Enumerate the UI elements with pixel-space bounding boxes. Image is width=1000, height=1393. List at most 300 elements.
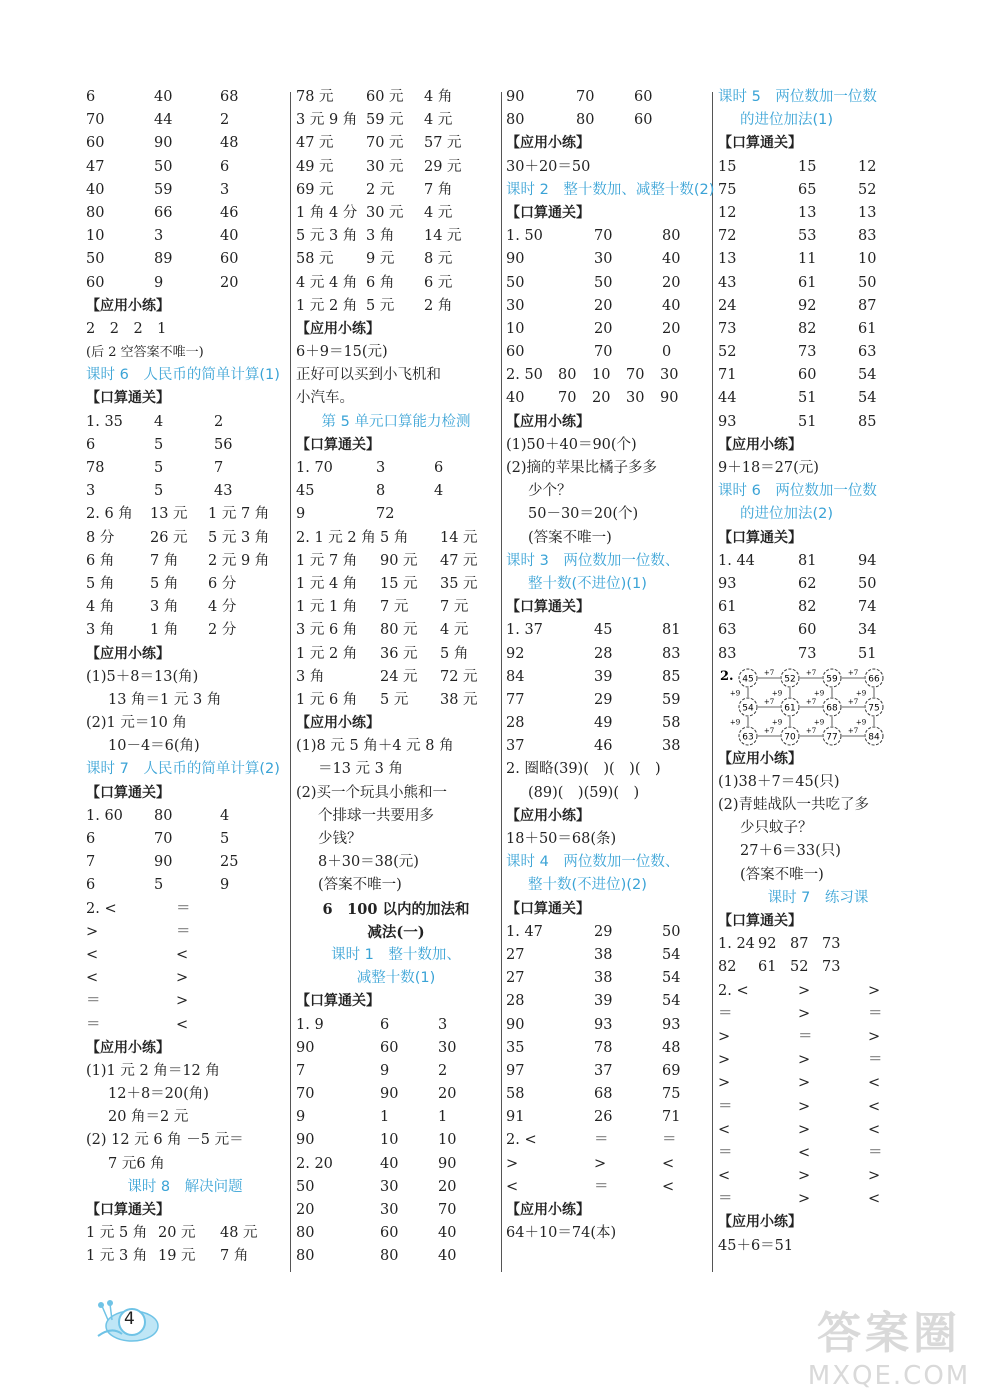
operation-label: +7 bbox=[847, 668, 859, 677]
answer-cell: 50 bbox=[858, 274, 877, 291]
answer-cell: 38 bbox=[594, 970, 613, 987]
answer-cell: < bbox=[718, 1168, 731, 1185]
answer-cell: 1 角 4 分 bbox=[296, 204, 358, 221]
flower-grid bbox=[718, 666, 914, 748]
answer-row bbox=[296, 179, 496, 202]
answer-cell: 51 bbox=[858, 645, 877, 662]
answer-row bbox=[296, 1129, 496, 1152]
answer-row bbox=[718, 550, 918, 573]
answer-row bbox=[718, 225, 918, 248]
answer-cell: 15 bbox=[718, 158, 737, 175]
answer-cell: 1 bbox=[380, 1109, 390, 1126]
answer-row bbox=[718, 179, 918, 202]
lesson-title: 课时 2 整十数加、减整十数(2) bbox=[506, 181, 715, 198]
answer-row bbox=[296, 596, 496, 619]
answer-column-4 bbox=[718, 86, 918, 1274]
answer-cell: 69 元 bbox=[296, 181, 334, 198]
answer-cell: < bbox=[176, 946, 189, 963]
answer-cell: 65 bbox=[798, 181, 817, 198]
section-heading: 【口算通关】 bbox=[718, 529, 802, 546]
operation-label: +7 bbox=[847, 726, 859, 735]
answer-row bbox=[296, 1014, 496, 1037]
answer-cell: 94 bbox=[858, 552, 877, 569]
answer-cell: 87 bbox=[858, 297, 877, 314]
text-line: (答案不唯一) bbox=[318, 877, 402, 894]
answer-cell: 3 bbox=[220, 181, 230, 198]
answer-cell: 66 bbox=[154, 204, 173, 221]
answer-row bbox=[86, 573, 284, 596]
answer-cell: 63 bbox=[718, 622, 737, 639]
answer-cell: < bbox=[868, 1191, 881, 1208]
lesson-title: 课时 1 整十数加、 bbox=[331, 946, 461, 963]
answer-row bbox=[86, 272, 284, 295]
answer-row bbox=[296, 202, 496, 225]
answer-cell: 6 元 bbox=[424, 274, 453, 291]
answer-cell: 30 bbox=[438, 1039, 457, 1056]
answer-cell: < bbox=[506, 1178, 519, 1195]
flower-node bbox=[823, 727, 841, 745]
answer-cell: 90 元 bbox=[380, 552, 418, 569]
answer-cell: 3 元 6 角 bbox=[296, 622, 358, 639]
answer-cell: 30 bbox=[626, 390, 645, 407]
answer-cell: 2 分 bbox=[208, 622, 237, 639]
answer-cell: 9 bbox=[296, 506, 306, 523]
answer-cell: ＝ bbox=[718, 1005, 733, 1022]
answer-cell: 20 bbox=[438, 1086, 457, 1103]
section-heading: 【应用小练】 bbox=[86, 1039, 170, 1056]
answer-cell: 29 bbox=[594, 923, 613, 940]
watermark bbox=[784, 1297, 994, 1391]
answer-cell: > bbox=[718, 1028, 731, 1045]
answer-cell: 5 元 bbox=[366, 297, 395, 314]
flower-node bbox=[865, 727, 883, 745]
answer-cell: 7 元 bbox=[440, 599, 469, 616]
text-line: 正好可以买到小飞机和 bbox=[296, 367, 441, 384]
answer-cell: 1 bbox=[438, 1109, 448, 1126]
answer-cell: 43 bbox=[718, 274, 737, 291]
answer-cell: 20 bbox=[438, 1178, 457, 1195]
answer-cell: 6 分 bbox=[208, 575, 237, 592]
operation-label: +7 bbox=[763, 668, 775, 677]
operation-label: +7 bbox=[847, 697, 859, 706]
answer-cell: 6 bbox=[86, 436, 96, 453]
answer-cell: 90 bbox=[296, 1132, 315, 1149]
answer-row bbox=[506, 619, 706, 642]
answer-cell: 1. 37 bbox=[506, 622, 543, 639]
answer-cell: 6 bbox=[220, 158, 230, 175]
answer-cell: 4 bbox=[154, 413, 164, 430]
flower-node bbox=[781, 727, 799, 745]
text-line: (1)8 元 5 角＋4 元 8 角 bbox=[296, 738, 454, 755]
answer-cell: < bbox=[662, 1155, 675, 1172]
answer-cell: 8 分 bbox=[86, 529, 115, 546]
answer-cell: 63 bbox=[858, 344, 877, 361]
answer-cell: 1. 47 bbox=[506, 923, 543, 940]
answer-cell: ＝ bbox=[868, 1052, 883, 1069]
answer-row bbox=[86, 805, 284, 828]
answer-cell: 11 bbox=[798, 251, 817, 268]
answer-row bbox=[506, 248, 706, 271]
answer-cell: 77 bbox=[506, 691, 525, 708]
answer-cell: 13 bbox=[858, 204, 877, 221]
svg-text:70: 70 bbox=[784, 732, 796, 743]
lesson-title: 课时 6 人民币的简单计算(1) bbox=[86, 367, 280, 384]
answer-cell: 73 bbox=[798, 645, 817, 662]
section-heading: 【口算通关】 bbox=[718, 135, 802, 152]
svg-text:45: 45 bbox=[742, 674, 754, 685]
answer-cell: 60 bbox=[220, 251, 239, 268]
answer-cell: 3 元 9 角 bbox=[296, 112, 358, 129]
lesson-title: 整十数(不进位)(2) bbox=[528, 877, 647, 894]
answer-row bbox=[296, 1106, 496, 1129]
answer-row bbox=[86, 921, 284, 944]
lesson-title: 的进位加法(1) bbox=[740, 112, 834, 129]
answer-row bbox=[86, 156, 284, 179]
answer-row bbox=[296, 156, 496, 179]
answer-row bbox=[506, 712, 706, 735]
answer-cell: 12 bbox=[858, 158, 877, 175]
text-line: (1)5＋8＝13(角) bbox=[86, 668, 199, 685]
lesson-title: 的进位加法(2) bbox=[740, 506, 834, 523]
answer-row bbox=[718, 364, 918, 387]
answer-cell: 90 bbox=[380, 1086, 399, 1103]
answer-cell: 2. < bbox=[86, 900, 117, 917]
answer-cell: 90 bbox=[438, 1155, 457, 1172]
unit-test-title: 第 5 单元口算能力检测 bbox=[321, 413, 471, 430]
answer-row bbox=[86, 1014, 284, 1037]
answer-row bbox=[506, 735, 706, 758]
answer-cell: 40 bbox=[380, 1155, 399, 1172]
section-heading: 【口算通关】 bbox=[86, 1202, 170, 1218]
answer-row bbox=[296, 573, 496, 596]
answer-cell: 5 元 bbox=[380, 691, 409, 708]
answer-cell: ＝ bbox=[86, 993, 101, 1010]
answer-cell: 10 bbox=[592, 367, 611, 384]
answer-cell: 2 角 bbox=[424, 297, 453, 314]
answer-cell: 73 bbox=[822, 936, 841, 953]
text-line: 少钱？ bbox=[318, 831, 362, 847]
answer-cell: > bbox=[798, 1121, 811, 1138]
answer-row bbox=[86, 874, 284, 897]
answer-cell: 80 bbox=[86, 204, 105, 221]
text-line: (后 2 空答案不唯一) bbox=[86, 345, 204, 361]
answer-cell: 59 元 bbox=[366, 112, 404, 129]
text-line: (答案不唯一) bbox=[528, 529, 612, 546]
answer-row bbox=[718, 980, 918, 1003]
page-number: 4 bbox=[124, 1309, 135, 1329]
answer-row bbox=[506, 272, 706, 295]
answer-cell: 52 bbox=[790, 959, 809, 976]
answer-cell: 5 bbox=[154, 483, 164, 500]
answer-cell: 73 bbox=[822, 959, 841, 976]
answer-row bbox=[718, 387, 918, 410]
answer-row bbox=[718, 272, 918, 295]
answer-cell: 9 bbox=[296, 1109, 306, 1126]
answer-cell: > bbox=[798, 1168, 811, 1185]
answer-cell: 1. 44 bbox=[718, 552, 755, 569]
answer-cell: > bbox=[506, 1155, 519, 1172]
answer-cell: 51 bbox=[798, 413, 817, 430]
answer-cell: 5 bbox=[154, 877, 164, 894]
answer-row bbox=[506, 1153, 706, 1176]
answer-cell: 24 bbox=[718, 297, 737, 314]
answer-cell: 9 bbox=[154, 274, 164, 291]
answer-cell: 15 元 bbox=[380, 575, 418, 592]
answer-row bbox=[86, 944, 284, 967]
flower-node bbox=[781, 669, 799, 687]
answer-cell: 70 bbox=[154, 831, 173, 847]
answer-cell: 37 bbox=[594, 1062, 613, 1079]
answer-cell: < bbox=[868, 1098, 881, 1115]
svg-text:66: 66 bbox=[868, 674, 880, 685]
answer-cell: 93 bbox=[594, 1016, 613, 1033]
answer-cell: < bbox=[86, 970, 99, 987]
answer-cell: 3 角 bbox=[150, 599, 179, 616]
operation-label: +9 bbox=[771, 718, 783, 727]
answer-cell: > bbox=[594, 1155, 607, 1172]
answer-cell: 4 bbox=[220, 807, 230, 824]
answer-row bbox=[86, 990, 284, 1013]
answer-cell: 5 角 bbox=[86, 575, 115, 592]
answer-cell: 70 bbox=[438, 1202, 457, 1218]
answer-row bbox=[506, 1129, 706, 1152]
section-heading: 【口算通关】 bbox=[506, 599, 590, 616]
answer-cell: 40 bbox=[154, 89, 173, 105]
answer-cell: 20 bbox=[594, 297, 613, 314]
text-line: 9＋18＝27(元) bbox=[718, 460, 819, 476]
answer-cell: 48 bbox=[662, 1039, 681, 1056]
answer-cell: 1 元 2 角 bbox=[296, 645, 358, 662]
answer-cell: > bbox=[86, 923, 99, 940]
answer-row bbox=[506, 1060, 706, 1083]
answer-cell: 97 bbox=[506, 1062, 525, 1079]
answer-row bbox=[506, 967, 706, 990]
answer-cell: 83 bbox=[858, 228, 877, 245]
answer-cell: 38 bbox=[594, 946, 613, 963]
answer-cell: 2 元 9 角 bbox=[208, 552, 270, 569]
answer-cell: 56 bbox=[214, 436, 233, 453]
answer-cell: 62 bbox=[798, 575, 817, 592]
lesson-title: 课时 3 两位数加一位数、 bbox=[506, 552, 680, 569]
answer-row bbox=[506, 689, 706, 712]
answer-cell: 39 bbox=[594, 993, 613, 1010]
answer-cell: 4 角 bbox=[424, 89, 453, 105]
answer-row bbox=[506, 1176, 706, 1199]
answer-cell: 50 bbox=[662, 923, 681, 940]
answer-cell: 59 bbox=[154, 181, 173, 198]
text-line: (2)1 元＝10 角 bbox=[86, 715, 187, 732]
answer-row bbox=[506, 643, 706, 666]
answer-row bbox=[86, 828, 284, 851]
answer-row bbox=[718, 1072, 918, 1095]
section-heading: 【应用小练】 bbox=[718, 1214, 802, 1231]
answer-cell: 35 元 bbox=[440, 575, 478, 592]
answer-cell: 30 bbox=[660, 367, 679, 384]
answer-cell: 70 bbox=[594, 344, 613, 361]
answer-cell: 13 元 bbox=[150, 506, 188, 523]
answer-cell: 4 元 4 角 bbox=[296, 274, 358, 291]
answer-row bbox=[506, 944, 706, 967]
answer-cell: 3 bbox=[154, 228, 164, 245]
answer-cell: 70 bbox=[296, 1086, 315, 1103]
answer-cell: 1 元 7 角 bbox=[208, 506, 270, 523]
answer-cell: 1. 35 bbox=[86, 413, 123, 430]
answer-row bbox=[506, 364, 706, 387]
answer-cell: 71 bbox=[718, 367, 737, 384]
answer-cell: 2 bbox=[438, 1062, 448, 1079]
answer-row bbox=[296, 503, 496, 526]
answer-cell: 60 bbox=[86, 135, 105, 152]
answer-cell: 28 bbox=[506, 993, 525, 1010]
answer-row bbox=[296, 132, 496, 155]
answer-cell: 20 bbox=[592, 390, 611, 407]
answer-row bbox=[506, 387, 706, 410]
answer-cell: 29 元 bbox=[424, 158, 462, 175]
answer-cell: 81 bbox=[662, 622, 681, 639]
answer-cell: 81 bbox=[798, 552, 817, 569]
answer-cell: < bbox=[718, 1121, 731, 1138]
answer-cell: > bbox=[798, 1075, 811, 1092]
answer-cell: 54 bbox=[662, 993, 681, 1010]
answer-cell: 20 bbox=[594, 320, 613, 337]
answer-cell: 90 bbox=[506, 251, 525, 268]
answer-cell: 6 角 bbox=[366, 274, 395, 291]
answer-cell: 51 bbox=[798, 390, 817, 407]
answer-cell: 30 bbox=[380, 1202, 399, 1218]
answer-cell: 93 bbox=[718, 413, 737, 430]
answer-row bbox=[718, 1142, 918, 1165]
answer-cell: 46 bbox=[220, 204, 239, 221]
section-heading: 【应用小练】 bbox=[506, 135, 590, 152]
answer-row bbox=[86, 225, 284, 248]
answer-cell: 20 bbox=[296, 1202, 315, 1218]
answer-cell: 6 bbox=[380, 1016, 390, 1033]
answer-cell: 30 元 bbox=[366, 158, 404, 175]
answer-cell: 7 bbox=[214, 460, 224, 476]
answer-cell: 40 bbox=[662, 297, 681, 314]
answer-cell: 10 bbox=[506, 320, 525, 337]
answer-cell: 58 bbox=[506, 1086, 525, 1103]
answer-cell: 14 元 bbox=[440, 529, 478, 546]
flower-node bbox=[739, 669, 757, 687]
answer-cell: > bbox=[798, 982, 811, 999]
answer-row bbox=[296, 86, 496, 109]
answer-row bbox=[718, 318, 918, 341]
answer-row bbox=[718, 643, 918, 666]
answer-cell: 90 bbox=[154, 135, 173, 152]
answer-row bbox=[718, 1096, 918, 1119]
text-line: 13 角＝1 元 3 角 bbox=[108, 691, 222, 708]
answer-row bbox=[86, 550, 284, 573]
text-line: (1)50＋40＝90(个) bbox=[506, 436, 637, 453]
operation-label: +9 bbox=[771, 689, 783, 698]
answer-cell: 60 bbox=[634, 89, 653, 105]
answer-cell: 80 bbox=[380, 1248, 399, 1265]
section-heading: 【口算通关】 bbox=[718, 913, 802, 929]
section-heading: 【应用小练】 bbox=[506, 1202, 590, 1218]
answer-row bbox=[296, 619, 496, 642]
answer-cell: 50 bbox=[506, 274, 525, 291]
answer-cell: 9 元 bbox=[366, 251, 395, 268]
answer-cell: < bbox=[176, 1016, 189, 1033]
answer-cell: 92 bbox=[506, 645, 525, 662]
answer-row bbox=[718, 619, 918, 642]
section-heading: 【口算通关】 bbox=[86, 390, 170, 407]
answer-cell: 0 bbox=[662, 344, 672, 361]
answer-cell: 1 元 4 角 bbox=[296, 575, 358, 592]
answer-cell: 61 bbox=[798, 274, 817, 291]
operation-label: +9 bbox=[729, 718, 741, 727]
lesson-title: 课时 7 人民币的简单计算(2) bbox=[86, 761, 280, 778]
answer-cell: 74 bbox=[858, 599, 877, 616]
text-line: 64＋10＝74(本) bbox=[506, 1225, 617, 1242]
svg-text:68: 68 bbox=[826, 703, 838, 714]
answer-cell: 2. < bbox=[506, 1132, 537, 1149]
answer-cell: 60 bbox=[86, 274, 105, 291]
answer-cell: 20 bbox=[220, 274, 239, 291]
answer-row bbox=[506, 341, 706, 364]
flower-node bbox=[823, 698, 841, 716]
answer-cell: 82 bbox=[798, 320, 817, 337]
svg-text:61: 61 bbox=[784, 703, 796, 714]
answer-cell: 45 bbox=[594, 622, 613, 639]
answer-cell: 30 元 bbox=[366, 204, 404, 221]
answer-cell: 48 元 bbox=[220, 1225, 258, 1242]
answer-cell: 47 元 bbox=[440, 552, 478, 569]
answer-row bbox=[86, 967, 284, 990]
answer-cell: 78 元 bbox=[296, 89, 334, 105]
answer-cell: 4 角 bbox=[86, 599, 115, 616]
answer-row bbox=[86, 202, 284, 225]
answer-cell: 60 bbox=[634, 112, 653, 129]
answer-cell: 7 bbox=[86, 854, 96, 871]
answer-cell: 68 bbox=[594, 1086, 613, 1103]
answer-cell: > bbox=[718, 1075, 731, 1092]
answer-cell: 3 bbox=[86, 483, 96, 500]
section-heading: 【应用小练】 bbox=[296, 715, 380, 732]
answer-cell: 53 bbox=[798, 228, 817, 245]
answer-cell: 93 bbox=[662, 1016, 681, 1033]
answer-cell: 36 元 bbox=[380, 645, 418, 662]
answer-row bbox=[506, 990, 706, 1013]
answer-cell: 2. 50 bbox=[506, 367, 543, 384]
section-heading: 【口算通关】 bbox=[506, 204, 590, 221]
answer-cell: > bbox=[176, 993, 189, 1010]
answer-cell: 70 bbox=[576, 89, 595, 105]
svg-text:77: 77 bbox=[826, 732, 838, 743]
answer-row bbox=[718, 341, 918, 364]
answer-cell: 7 bbox=[296, 1062, 306, 1079]
lesson-title: 课时 8 解决问题 bbox=[127, 1178, 243, 1195]
answer-row bbox=[506, 921, 706, 944]
answer-row bbox=[296, 295, 496, 318]
answer-cell: 1 元 3 角 bbox=[86, 1248, 148, 1265]
column-divider bbox=[290, 92, 291, 1272]
answer-cell: 71 bbox=[662, 1109, 681, 1126]
chapter-title: 减法(一) bbox=[367, 923, 425, 941]
answer-cell: 5 元 3 角 bbox=[208, 529, 270, 546]
answer-row bbox=[86, 898, 284, 921]
answer-cell: 6 bbox=[86, 831, 96, 847]
answer-cell: 10 bbox=[86, 228, 105, 245]
answer-row bbox=[86, 851, 284, 874]
answer-cell: 40 bbox=[220, 228, 239, 245]
answer-cell: 80 bbox=[154, 807, 173, 824]
section-heading: 【应用小练】 bbox=[718, 436, 802, 453]
answer-cell: 26 bbox=[594, 1109, 613, 1126]
answer-cell: 15 bbox=[798, 158, 817, 175]
answer-cell: 5 bbox=[154, 436, 164, 453]
